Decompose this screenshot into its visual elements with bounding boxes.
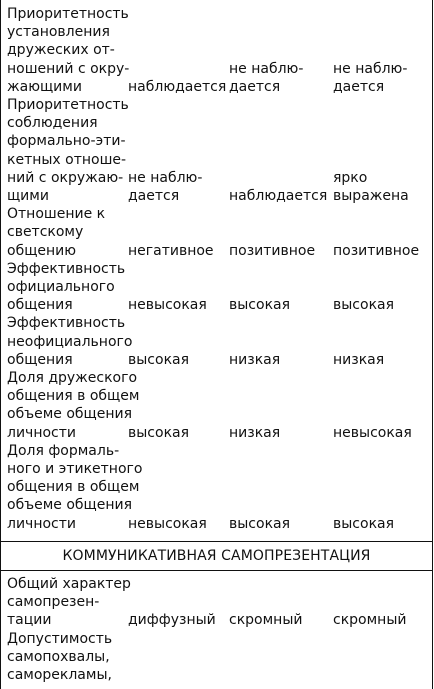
row-label	[7, 630, 128, 685]
cell-text-line: объеме общения	[7, 406, 133, 423]
cell-text-line: соблюдения	[7, 115, 98, 132]
cell-text-line: Эффективность	[7, 260, 126, 277]
cell-text-line: высокая	[128, 351, 190, 368]
cell-text-line: самопрезен-	[7, 594, 100, 611]
cell-text-line: неофициального	[7, 333, 133, 350]
cell-col3	[333, 424, 431, 442]
cell-text-line: скромный	[333, 612, 407, 629]
cell-text-line: выражена	[333, 188, 409, 205]
cell-text-line: не наблю-	[229, 60, 304, 77]
cell-text-line: личности	[7, 424, 76, 441]
cell-col3	[333, 242, 431, 260]
cell-text-line: позитивное	[333, 242, 420, 259]
cell-text-line: низкая	[229, 424, 281, 441]
row-label	[7, 260, 128, 315]
cell-text-line: ярко	[333, 169, 368, 186]
cell-col1	[128, 611, 229, 629]
cell-col1	[128, 78, 229, 96]
cell-text-line: наблюдается	[128, 78, 227, 95]
section-divider-top	[0, 541, 433, 542]
cell-text-line: низкая	[229, 351, 281, 368]
cell-text-line: не наблю-	[128, 169, 203, 186]
cell-text-line: саморекламы,	[7, 667, 112, 684]
cell-text-line: установления	[7, 24, 110, 41]
cell-text-line: низкая	[333, 351, 385, 368]
cell-col1	[128, 242, 229, 260]
table-row	[7, 369, 431, 442]
cell-col1	[128, 351, 229, 369]
table-row	[7, 96, 431, 205]
section-title: КОММУНИКАТИВНАЯ САМОПРЕЗЕНТАЦИЯ	[62, 548, 371, 564]
cell-text-line: объеме общения	[7, 497, 133, 514]
cell-text-line: наблюдается	[229, 188, 328, 205]
row-label	[7, 96, 128, 205]
row-label	[7, 369, 140, 442]
cell-col2	[229, 351, 333, 369]
table-row	[7, 575, 431, 630]
cell-col3	[333, 351, 431, 369]
cell-col3	[333, 169, 431, 205]
cell-text-line: Приоритетность	[7, 97, 129, 114]
row-label	[7, 205, 128, 260]
cell-text-line: не наблю-	[333, 60, 408, 77]
cell-text-line: тации	[7, 612, 52, 629]
table-row	[7, 442, 431, 533]
cell-col1	[128, 296, 229, 314]
cell-text-line: позитивное	[229, 242, 316, 259]
cell-text-line: невысокая	[333, 424, 412, 441]
cell-text-line: светскому	[7, 224, 84, 241]
cell-col3	[333, 611, 431, 629]
cell-text-line: щими	[7, 188, 49, 205]
cell-text-line: жающими	[7, 78, 82, 95]
cell-text-line: общению	[7, 242, 77, 259]
row-label	[7, 314, 133, 369]
table-row	[7, 314, 431, 369]
cell-text-line: ний с окружаю-	[7, 169, 124, 186]
cell-text-line: негативное	[128, 242, 214, 259]
cell-text-line: дается	[128, 188, 180, 205]
cell-text-line: невысокая	[128, 515, 207, 532]
comparison-table-lower	[7, 575, 431, 684]
cell-text-line: дается	[229, 78, 281, 95]
cell-text-line: Допустимость	[7, 630, 113, 647]
cell-text-line: высокая	[229, 297, 291, 314]
table-row	[7, 260, 431, 315]
cell-text-line: высокая	[333, 515, 395, 532]
cell-col2	[229, 611, 333, 629]
table-row	[7, 205, 431, 260]
section-divider-bottom	[0, 570, 433, 571]
cell-col3	[333, 296, 431, 314]
cell-col1	[128, 169, 229, 205]
cell-text-line: невысокая	[128, 297, 207, 314]
cell-text-line: диффузный	[128, 612, 216, 629]
cell-text-line: высокая	[229, 515, 291, 532]
row-label	[7, 442, 143, 533]
cell-text-line: дружеских от-	[7, 42, 115, 59]
cell-col2	[229, 60, 333, 96]
cell-text-line: самопохвалы,	[7, 648, 110, 665]
cell-col1	[128, 515, 229, 533]
cell-col1	[128, 424, 229, 442]
cell-text-line: формально-эти-	[7, 133, 126, 150]
cell-text-line: высокая	[128, 424, 190, 441]
cell-col3	[333, 515, 431, 533]
row-label	[7, 5, 128, 96]
cell-text-line: ного и этикетного	[7, 461, 143, 478]
cell-col2	[229, 296, 333, 314]
cell-text-line: общения	[7, 351, 73, 368]
table-row	[7, 5, 431, 96]
cell-col2	[229, 515, 333, 533]
cell-text-line: Доля формаль-	[7, 442, 120, 459]
cell-text-line: общения	[7, 297, 73, 314]
cell-text-line: ношений с окру-	[7, 60, 130, 77]
cell-col2	[229, 187, 333, 205]
cell-text-line: общения в общем	[7, 388, 140, 405]
table-row	[7, 630, 431, 685]
cell-col2	[229, 242, 333, 260]
comparison-table-upper	[7, 5, 431, 533]
cell-col3	[333, 60, 431, 96]
cell-text-line: официального	[7, 279, 115, 296]
cell-text-line: личности	[7, 515, 76, 532]
cell-text-line: высокая	[333, 297, 395, 314]
cell-text-line: Эффективность	[7, 315, 126, 332]
cell-text-line: кетных отноше-	[7, 151, 127, 168]
cell-text-line: Общий характер	[7, 576, 131, 592]
cell-text-line: Доля дружеского	[7, 370, 138, 387]
cell-text-line: скромный	[229, 612, 303, 629]
cell-text-line: общения в общем	[7, 479, 140, 496]
cell-col2	[229, 424, 333, 442]
cell-text-line: Отношение к	[7, 206, 106, 223]
cell-text-line: дается	[333, 78, 385, 95]
row-label	[7, 575, 131, 630]
cell-text-line: Приоритетность	[7, 6, 129, 22]
